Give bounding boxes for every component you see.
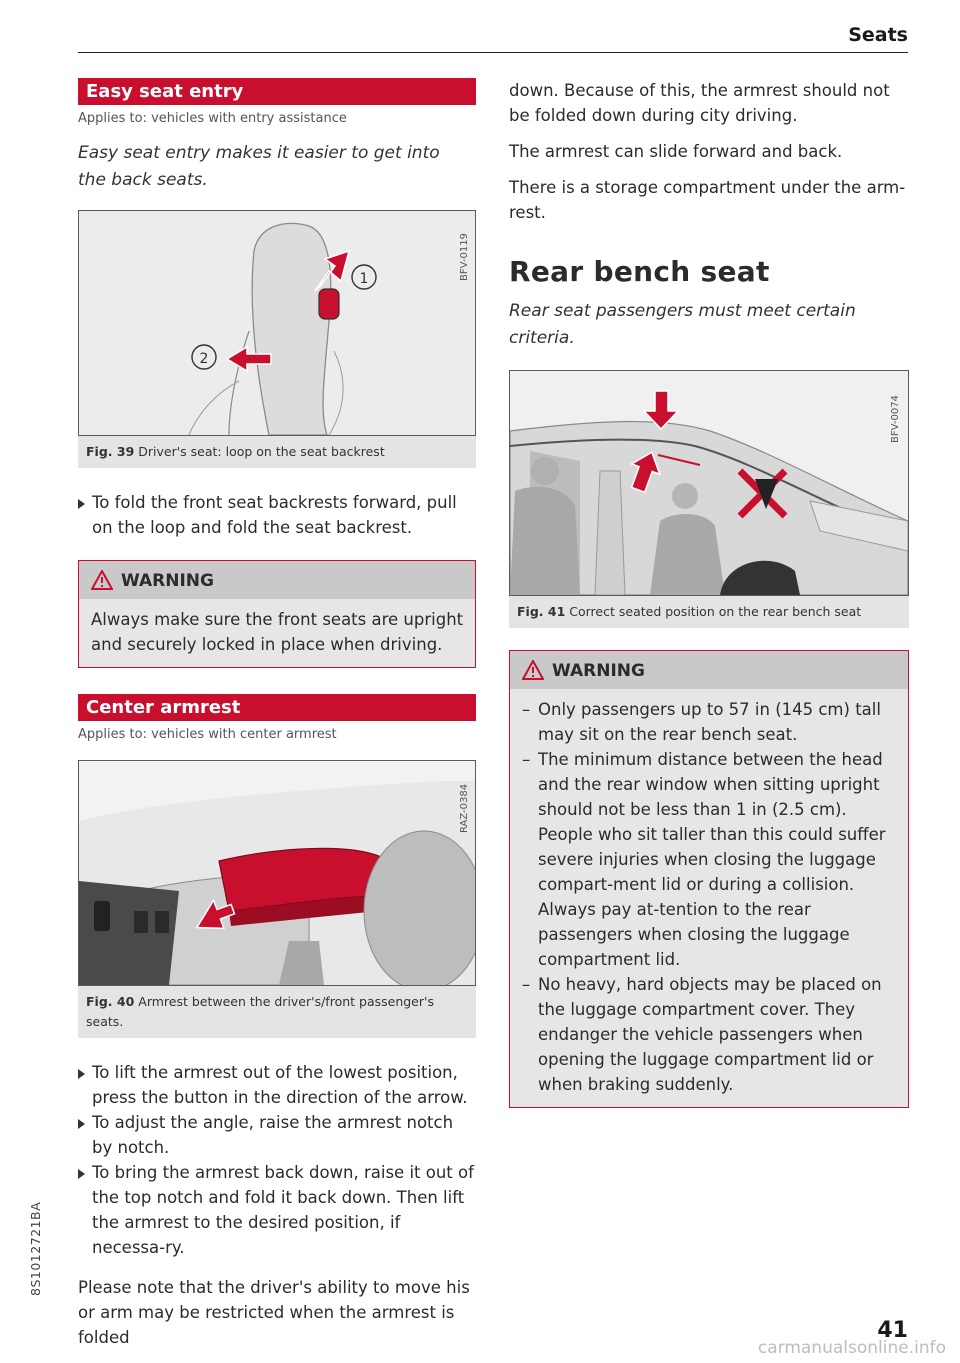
warning-list-item: – Only passengers up to 57 in (145 cm) tall may sit on the rear bench seat.: [522, 700, 881, 744]
warning-header: [510, 651, 908, 689]
warning-list-item: – The minimum distance between the head and the rear window when sitting upright should not be less than 1 in (2.5 cm). People who sit taller than this could suffer severe injuries when closing the luggage compart-ment lid or during a collision. Always pay at-tention to the rear passengers when closing the luggage compartment lid.: [522, 750, 886, 969]
figure-code: RAZ-0384: [459, 783, 470, 833]
document-code: 8S1012721BA: [28, 1201, 43, 1296]
left-column: [78, 78, 476, 1350]
armrest-steps: [78, 1060, 476, 1260]
body-paragraph: Please note that the driver's ability to move his or arm may be restricted when the armrest is folded: [78, 1278, 470, 1347]
rear-seat-illustration: [510, 371, 908, 595]
body-paragraph: There is a storage compartment under the arm-rest.: [509, 178, 906, 222]
warning-box: [78, 560, 476, 668]
lead-text: Easy seat entry makes it easier to get into the back seats.: [78, 143, 440, 190]
figure-41-caption: [509, 596, 909, 628]
warning-title: WARNING: [121, 571, 214, 591]
step-arrow-icon: [78, 1169, 85, 1179]
instruction-step: [78, 1110, 476, 1160]
right-column: [509, 78, 909, 1108]
lead-text: Rear seat passengers must meet certain criteria.: [509, 301, 856, 348]
figure-40-caption: [78, 986, 476, 1038]
header-rule: [78, 52, 908, 53]
figure-caption-text: Armrest between the driver's/front passenger's seats.: [86, 994, 434, 1029]
instruction-step: [78, 1160, 476, 1260]
svg-text:1: 1: [359, 271, 369, 287]
seat-illustration: [79, 211, 476, 435]
section-heading-rear-bench-seat: Rear bench seat: [509, 255, 770, 288]
figure-39-illustration: [78, 210, 476, 436]
step-text: To lift the armrest out of the lowest position, press the button in the direction of the arrow.: [92, 1063, 468, 1107]
instruction-step: [78, 1060, 476, 1110]
instruction-step: [78, 490, 476, 540]
step-text: To adjust the angle, raise the armrest notch by notch.: [92, 1113, 454, 1157]
warning-body: [510, 689, 908, 1107]
step-arrow-icon: [78, 1069, 85, 1079]
section-heading-center-armrest: Center armrest: [78, 694, 476, 721]
figure-code: BFV-0074: [890, 395, 901, 443]
step-text: To fold the front seat backrests forward, pull on the loop and fold the seat backrest.: [92, 493, 457, 537]
figure-number: Fig. 39: [86, 444, 135, 459]
warning-triangle-icon: [91, 570, 113, 590]
figure-41: [509, 370, 909, 628]
figure-39-caption: [78, 436, 476, 468]
page-number: 41: [877, 1318, 908, 1343]
figure-40: [78, 760, 476, 1038]
warning-body: Always make sure the front seats are upright and securely locked in place when driving.: [79, 599, 475, 667]
applies-to-note: Applies to: vehicles with center armrest: [78, 727, 337, 742]
figure-caption-text: Driver's seat: loop on the seat backrest: [138, 444, 385, 459]
figure-39: [78, 210, 476, 468]
step-text: To bring the armrest back down, raise it out of the top notch and fold it back down. Then lift the armrest to the desired position, if necessa-ry.: [92, 1163, 474, 1257]
figure-number: Fig. 41: [517, 604, 566, 619]
body-paragraph: The armrest can slide forward and back.: [509, 142, 843, 161]
warning-box: [509, 650, 909, 1108]
section-heading-easy-seat-entry: Easy seat entry: [78, 78, 476, 105]
warning-triangle-icon: [522, 660, 544, 680]
svg-text:2: 2: [199, 351, 209, 367]
figure-code: BFV-0119: [459, 233, 470, 281]
warning-header: [79, 561, 475, 599]
armrest-illustration: [79, 761, 476, 985]
figure-caption-text: Correct seated position on the rear bench seat: [569, 604, 862, 619]
warning-list-item: – No heavy, hard objects may be placed on the luggage compartment cover. They endanger the vehicle passengers when opening the luggage compartment lid or when braking suddenly.: [522, 975, 882, 1094]
figure-number: Fig. 40: [86, 994, 135, 1009]
figure-41-illustration: [509, 370, 909, 596]
running-header-title: Seats: [848, 24, 908, 46]
watermark: carmanualsonline.info: [757, 1338, 946, 1358]
warning-title: WARNING: [552, 661, 645, 681]
figure-40-illustration: [78, 760, 476, 986]
step-arrow-icon: [78, 499, 85, 509]
step-arrow-icon: [78, 1119, 85, 1129]
applies-to-note: Applies to: vehicles with entry assistance: [78, 111, 347, 126]
body-paragraph: down. Because of this, the armrest should not be folded down during city driving.: [509, 81, 890, 125]
